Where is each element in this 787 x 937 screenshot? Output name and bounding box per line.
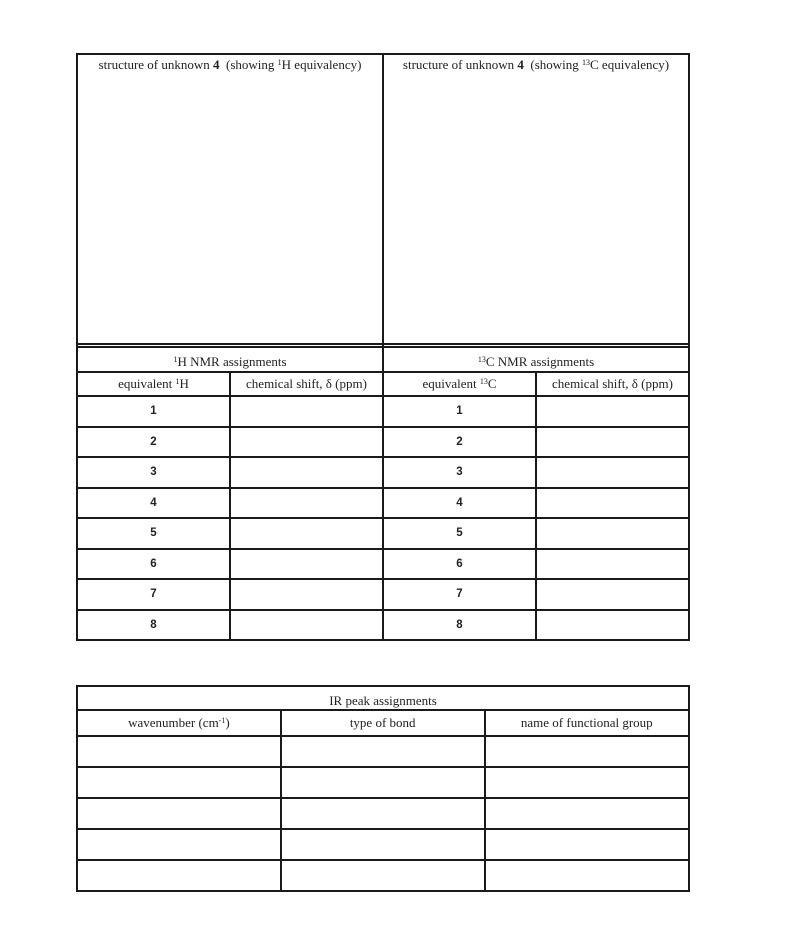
c-shift-cell[interactable] (536, 396, 689, 427)
wavenumber-header: wavenumber $(cm^{-1})$ (77, 710, 281, 736)
h-shift-cell[interactable] (230, 427, 383, 458)
c-equivalent-number: 4 (383, 488, 536, 519)
nmr-assignment-table (76, 53, 690, 641)
c-equivalent-number: 3 (383, 457, 536, 488)
nmr-row (77, 549, 689, 580)
wavenumber-cell[interactable] (77, 860, 281, 891)
c-equivalent-number: 8 (383, 610, 536, 641)
h-shift-cell[interactable] (230, 579, 383, 610)
bond-type-cell[interactable] (281, 767, 485, 798)
bond-type-cell[interactable] (281, 860, 485, 891)
bond-type-cell[interactable] (281, 829, 485, 860)
nmr-row (77, 488, 689, 519)
nmr-row (77, 610, 689, 641)
h-shift-cell[interactable] (230, 457, 383, 488)
h-nmr-title: $^1$H NMR assignments (77, 347, 383, 372)
h-equivalent-number: 1 (77, 396, 230, 427)
ir-row (77, 860, 689, 891)
h-equivalent-header: equivalent $^1$H (77, 372, 230, 396)
wavenumber-cell[interactable] (77, 798, 281, 829)
c-equivalent-number: 5 (383, 518, 536, 549)
c-equivalent-number: 2 (383, 427, 536, 458)
nmr-row (77, 427, 689, 458)
c-equivalent-number: 7 (383, 579, 536, 610)
ir-assignment-table (76, 685, 690, 892)
nmr-row (77, 579, 689, 610)
c-shift-cell[interactable] (536, 549, 689, 580)
c-shift-header: chemical shift, δ (ppm) (536, 372, 689, 396)
wavenumber-cell[interactable] (77, 829, 281, 860)
nmr-row (77, 396, 689, 427)
ir-row (77, 829, 689, 860)
c-structure-box[interactable] (383, 54, 689, 344)
wavenumber-cell[interactable] (77, 736, 281, 767)
c-equivalent-header: equivalent $^{13}$C (383, 372, 536, 396)
c-equivalent-number: 6 (383, 549, 536, 580)
c-shift-cell[interactable] (536, 457, 689, 488)
nmr-row (77, 518, 689, 549)
c-shift-cell[interactable] (536, 579, 689, 610)
h-shift-cell[interactable] (230, 396, 383, 427)
c-equivalent-number: 1 (383, 396, 536, 427)
h-structure-box[interactable] (77, 54, 383, 344)
bond-type-cell[interactable] (281, 798, 485, 829)
h-equivalent-number: 3 (77, 457, 230, 488)
functional-group-cell[interactable] (485, 736, 689, 767)
nmr-row (77, 457, 689, 488)
c-structure-title: structure of unknown 4 (showing $^{13}$C equivalency) (402, 57, 670, 72)
h-equivalent-number: 8 (77, 610, 230, 641)
h-equivalent-number: 6 (77, 549, 230, 580)
c-shift-cell[interactable] (536, 610, 689, 641)
h-equivalent-number: 2 (77, 427, 230, 458)
wavenumber-cell[interactable] (77, 767, 281, 798)
ir-title: IR peak assignments (77, 686, 689, 710)
h-equivalent-number: 4 (77, 488, 230, 519)
h-shift-header: chemical shift, δ (ppm) (230, 372, 383, 396)
ir-row (77, 767, 689, 798)
functional-group-cell[interactable] (485, 860, 689, 891)
bond-type-header: type of bond (281, 710, 485, 736)
functional-group-cell[interactable] (485, 829, 689, 860)
c-shift-cell[interactable] (536, 518, 689, 549)
functional-group-cell[interactable] (485, 767, 689, 798)
h-shift-cell[interactable] (230, 488, 383, 519)
c-nmr-title: $^{13}$C NMR assignments (383, 347, 689, 372)
h-equivalent-number: 5 (77, 518, 230, 549)
ir-row (77, 736, 689, 767)
h-shift-cell[interactable] (230, 518, 383, 549)
ir-row (77, 798, 689, 829)
functional-group-header: name of functional group (485, 710, 689, 736)
h-structure-title: structure of unknown 4 (showing $^1$H equivalency) (98, 57, 362, 72)
c-shift-cell[interactable] (536, 488, 689, 519)
h-shift-cell[interactable] (230, 549, 383, 580)
functional-group-cell[interactable] (485, 798, 689, 829)
h-equivalent-number: 7 (77, 579, 230, 610)
h-shift-cell[interactable] (230, 610, 383, 641)
c-shift-cell[interactable] (536, 427, 689, 458)
bond-type-cell[interactable] (281, 736, 485, 767)
